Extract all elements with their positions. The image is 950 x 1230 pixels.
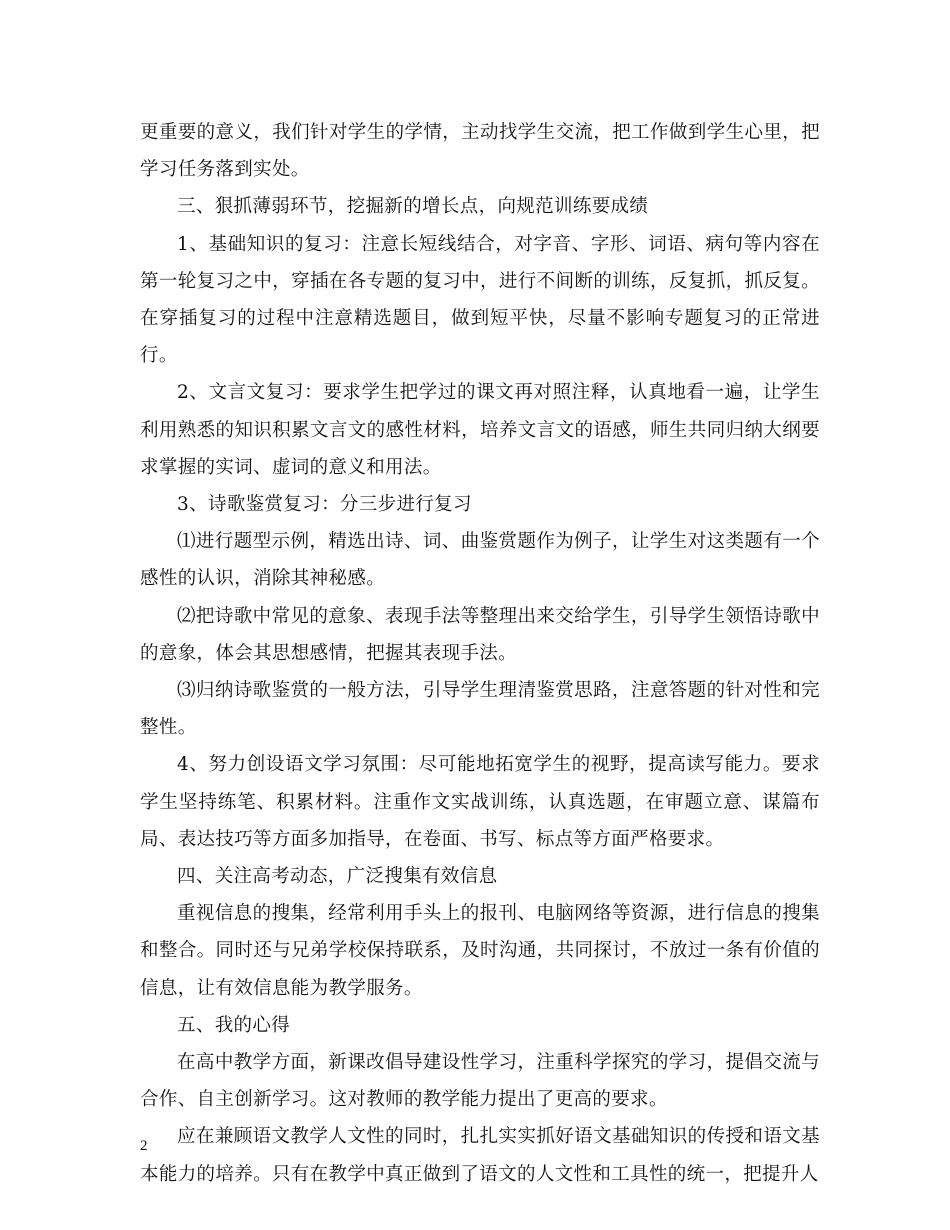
paragraph-basic-knowledge-review: 1、基础知识的复习：注意长短线结合，对字音、字形、词语、病句等内容在第一轮复习之中，穿插在各专题的复习中，进行不间断的训练，反复抓，抓反复。在穿插复习的过程中注意精选题目，做到短平快，尽量不影响专题复习的正常进行。 [140, 233, 820, 367]
paragraph-poetry-step-1: ⑴进行题型示例，精选出诗、词、曲鉴赏题作为例子，让学生对这类题有一个感性的认识，消除其神秘感。 [140, 531, 820, 590]
paragraph-poetry-step-2: ⑵把诗歌中常见的意象、表现手法等整理出来交给学生，引导学生领悟诗歌中的意象，体会其思想感情，把握其表现手法。 [140, 605, 820, 664]
paragraph-information-collection: 重视信息的搜集，经常利用手头上的报刊、电脑网络等资源，进行信息的搜集和整合。同时还与兄弟学校保持联系，及时沟通，共同探讨，不放过一条有价值的信息，让有效信息能为教学服务。 [140, 903, 820, 999]
paragraph-poetry-step-3: ⑶归纳诗歌鉴赏的一般方法，引导学生理清鉴赏思路，注意答题的针对性和完整性。 [140, 680, 820, 739]
paragraph-poetry-review: 3、诗歌鉴赏复习：分三步进行复习 [177, 494, 472, 516]
section-heading-4: 四、关注高考动态，广泛搜集有效信息 [177, 866, 498, 888]
page-number: 2 [140, 1138, 148, 1154]
paragraph-teaching-reflection: 在高中教学方面，新课改倡导建设性学习，注重科学探究的学习，提倡交流与合作、自主创新学习。这对教师的教学能力提出了更高的要求。 [140, 1052, 820, 1111]
paragraph-humanistic-balance: 应在兼顾语文教学人文性的同时，扎扎实实抓好语文基础知识的传授和语文基本能力的培养。只有在教学中真正做到了语文的人文性和工具性的统一，把提升人 [140, 1126, 820, 1185]
paragraph-continuation: 更重要的意义，我们针对学生的学情，主动找学生交流，把工作做到学生心里，把学习任务落到实处。 [140, 122, 820, 181]
section-heading-3: 三、狠抓薄弱环节，挖掘新的增长点，向规范训练要成绩 [177, 196, 649, 218]
paragraph-learning-atmosphere: 4、努力创设语文学习氛围：尽可能地拓宽学生的视野，提高读写能力。要求学生坚持练笔、积累材料。注重作文实战训练，认真选题，在审题立意、谋篇布局、表达技巧等方面多加指导，在卷面、书写、标点等方面严格要求。 [140, 754, 820, 850]
body-text [140, 114, 820, 1193]
paragraph-classical-chinese-review: 2、文言文复习：要求学生把学过的课文再对照注释，认真地看一遍，让学生利用熟悉的知识积累文言文的感性材料，培养文言文的语感，师生共同归纳大纲要求掌握的实词、虚词的意义和用法。 [140, 382, 820, 478]
section-heading-5: 五、我的心得 [177, 1014, 291, 1036]
